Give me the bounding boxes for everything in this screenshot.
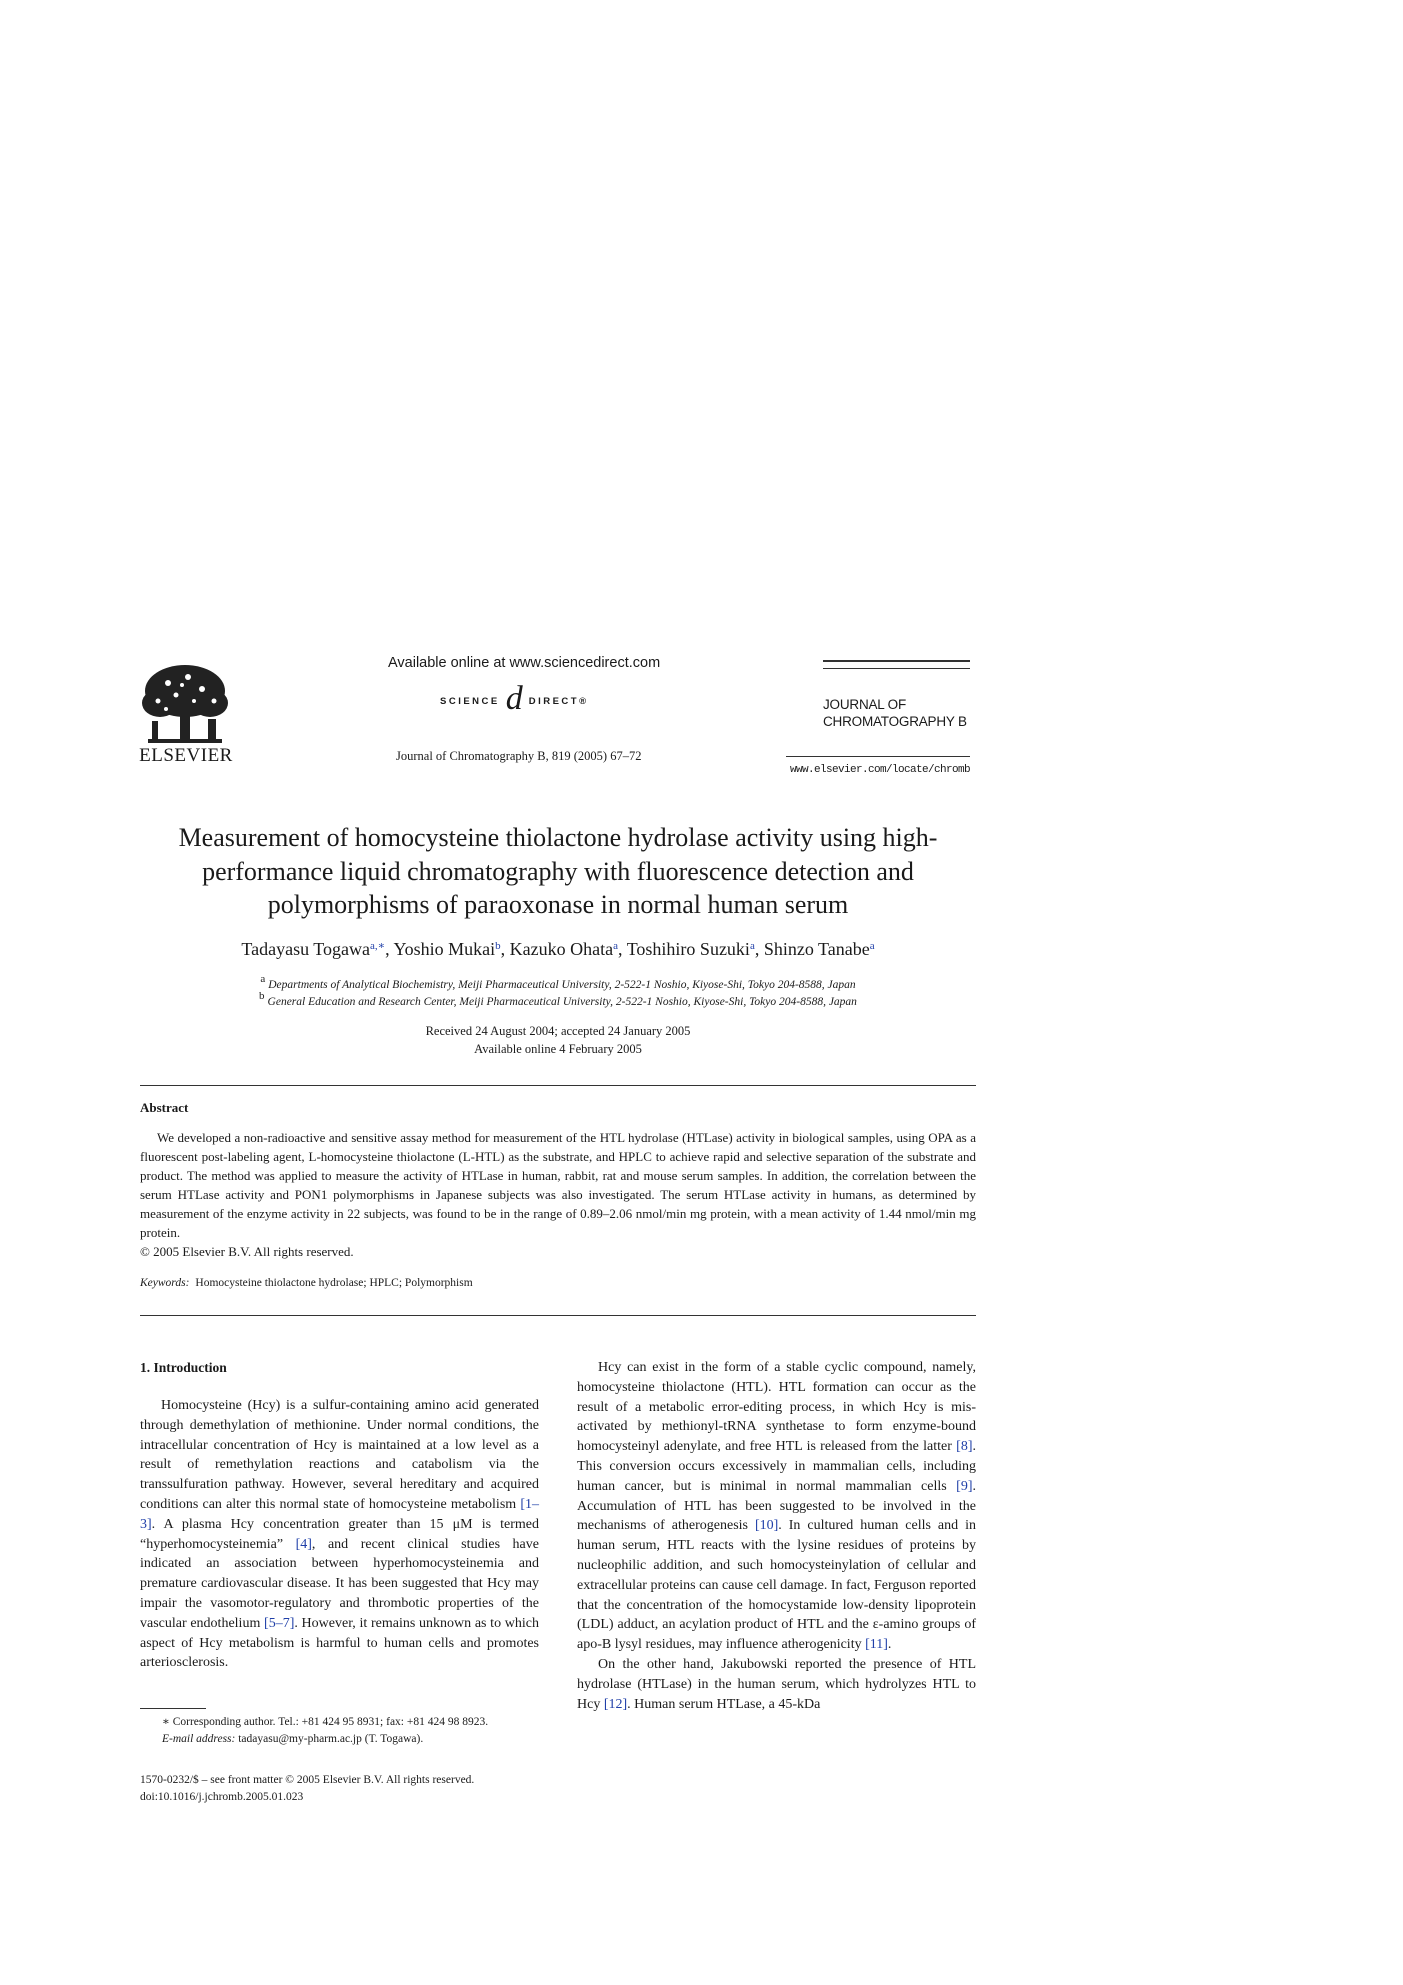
author-name: Yoshio Mukai (393, 939, 496, 959)
abstract-heading: Abstract (140, 1100, 189, 1115)
reference-link[interactable]: [4] (295, 1536, 312, 1552)
keywords (140, 1277, 473, 1289)
sd-mark-icon: d (505, 680, 523, 717)
sd-left-word: SCIENCE (440, 695, 500, 707)
footnote-mark: ∗ (162, 1716, 170, 1728)
issn-doi (140, 1772, 474, 1806)
affiliation-text: Departments of Analytical Biochemistry, Meiji Pharmaceutical University, 2-522-1 Noshio, Kiyose-Shi, Tokyo 204-8588, Japan (268, 979, 856, 991)
journal-rule-bottom (786, 756, 970, 757)
left-column (140, 1358, 539, 1673)
reference-link[interactable]: [1–3] (140, 1496, 539, 1532)
available-online-date: Available online 4 February 2005 (474, 1042, 642, 1056)
journal-title-line1: JOURNAL OF (823, 697, 907, 712)
issn-line: 1570-0232/$ – see front matter © 2005 Elsevier B.V. All rights reserved. (140, 1774, 475, 1786)
sd-right-word: DIRECT® (528, 695, 589, 707)
author-affiliation-mark[interactable]: a (869, 940, 875, 952)
intro-paragraph-3: On the other hand, Jakubowski reported the presence of HTL hydrolase (HTLase) in the human serum, which hydrolyzes HTL to Hcy [12]. Human serum HTLase, a 45-kDa (577, 1656, 976, 1712)
doi-link[interactable]: doi:10.1016/j.jchromb.2005.01.023 (140, 1791, 304, 1803)
keywords-label: Keywords: (140, 1277, 190, 1289)
footnote-rule (140, 1708, 206, 1709)
author-name: Tadayasu Togawa (241, 939, 370, 959)
section-heading-introduction: 1. Introduction (140, 1360, 227, 1375)
abstract-rule-bottom (140, 1315, 976, 1316)
author-list: Tadayasu Togawa$^{a,∗}$, Yoshio Mukai$^b$, Kazuko Ohata$^a$, Toshihiro Suzuki$^a$, Shinzo Tanabe$^a$ (241, 939, 875, 959)
reference-link[interactable]: [10] (754, 1518, 779, 1534)
author-name: Kazuko Ohata (509, 939, 614, 959)
abstract-rule-top (140, 1085, 976, 1086)
affiliation-label: a (260, 973, 266, 985)
affiliation-a (140, 973, 976, 991)
copyright-line: © 2005 Elsevier B.V. All rights reserved. (140, 1244, 354, 1259)
footnote-corresponding-text: Corresponding author. Tel.: +81 424 95 8931; fax: +81 424 98 8923. (172, 1716, 489, 1728)
journal-url-link[interactable]: www.elsevier.com/locate/chromb (789, 764, 970, 776)
footnote (140, 1714, 539, 1748)
author-affiliation-mark[interactable]: a (749, 940, 755, 952)
reference-link[interactable]: [11] (865, 1637, 888, 1653)
abstract-text: We developed a non-radioactive and sensitive assay method for measurement of the HTL hydrolase (HTLase) activity in biological samples, using OPA as a fluorescent post-labeling agent, L-homocysteine thiolactone (L-HTL) as the substrate, and HPLC to achieve rapid and selective separation of the substrate and product. The method was applied to measure the activity of HTLase in human, rabbit, rat and mouse serum samples. In addition, the correlation between the serum HTLase activity and PON1 polymorphisms in Japanese subjects was also investigated. The serum HTLase activity in humans, as determined by measurement of the enzyme activity in 22 subjects, was found to be in the range of 0.89–2.06 nmol/min mg protein, with a mean activity of 1.44 nmol/min mg protein. (140, 1130, 976, 1240)
reference-link[interactable]: [8] (956, 1439, 973, 1455)
affiliation-text: General Education and Research Center, Meiji Pharmaceutical University, 2-522-1 Noshio, Kiyose-Shi, Tokyo 204-8588, Japan (267, 996, 857, 1008)
reference-link[interactable]: [9] (956, 1478, 973, 1494)
publisher-name: ELSEVIER (139, 745, 233, 766)
footnote-corresponding (140, 1714, 539, 1731)
reference-link[interactable]: [5–7] (264, 1615, 295, 1631)
right-column (577, 1358, 976, 1714)
author-name: Toshihiro Suzuki (626, 939, 750, 959)
sciencedirect-logo (440, 680, 589, 722)
intro-paragraph-2: Hcy can exist in the form of a stable cyclic compound, namely, homocysteine thiolactone (HTL). HTL formation can occur as the result of a metabolic error-editing process, in which Hcy is mis-activated by methionyl-tRNA synthetase to form enzyme-bound homocysteinyl adenylate, and free HTL is released from the latter [8]. This conversion occurs excessively in mammalian cells, including human cancer, but is minimal in normal mammalian cells [9]. Accumulation of HTL has been suggested to be involved in the mechanisms of atherogenesis [10]. In cultured human cells and in human serum, HTL reacts with the lysine residues of proteins by nucleophilic addition, and such homocysteinylation of cellular and extracellular proteins can cause cell damage. In fact, Ferguson reported that the concentration of the homocystamide low-density lipoprotein (LDL) adduct, an acylation product of HTL and the ε-amino groups of apo-B lysyl residues, may influence atherogenicity [11]. (577, 1360, 976, 1653)
available-online-note[interactable]: Available online at www.sciencedirect.com (388, 655, 661, 671)
author-name: Shinzo Tanabe (763, 939, 870, 959)
received-dates: Received 24 August 2004; accepted 24 January 2005 (425, 1024, 691, 1038)
journal-rule-top (823, 660, 970, 662)
reference-link[interactable]: [12] (603, 1696, 628, 1712)
journal-rule-second (823, 668, 970, 669)
affiliation-b (140, 990, 976, 1008)
keywords-list: Homocysteine thiolactone hydrolase; HPLC; Polymorphism (195, 1277, 473, 1289)
email-label: E-mail address: (162, 1733, 236, 1745)
intro-paragraph-1: Homocysteine (Hcy) is a sulfur-containing amino acid generated through demethylation of methionine. Under normal conditions, the intracellular concentration of Hcy is maintained at a low level as a result of remethylation reactions and catabolism via the transsulfuration pathway. However, several hereditary and acquired conditions can alter this normal state of homocysteine metabolism [1–3]. A plasma Hcy concentration greater than 15 μM is termed “hyperhomocysteinemia” [4], and recent clinical studies have indicated an association between hyperhomocysteinemia and premature cardiovascular disease. It has been suggested that Hcy may impair the vasomotor-regulatory and thrombotic properties of the vascular endothelium [5–7]. However, it remains unknown as to which aspect of Hcy metabolism is harmful to human cells and promotes arteriosclerosis. (140, 1398, 539, 1671)
email-address-link[interactable]: tadayasu@my-pharm.ac.jp (T. Togawa). (238, 1733, 424, 1745)
footnote-email (140, 1731, 539, 1748)
journal-title-line2: CHROMATOGRAPHY B (823, 714, 967, 729)
journal-title (823, 696, 967, 730)
article-title: Measurement of homocysteine thiolactone hydrolase activity using high-performance liquid chromatography with fluorescence detection and polymorphisms of paraoxonase in normal human serum (178, 823, 938, 919)
author-affiliation-mark[interactable]: a,∗ (369, 940, 386, 952)
journal-citation: Journal of Chromatography B, 819 (2005) 67–72 (396, 749, 642, 763)
author-affiliation-mark[interactable]: b (495, 940, 501, 952)
affiliation-label: b (259, 990, 265, 1002)
author-affiliation-mark[interactable]: a (613, 940, 618, 952)
